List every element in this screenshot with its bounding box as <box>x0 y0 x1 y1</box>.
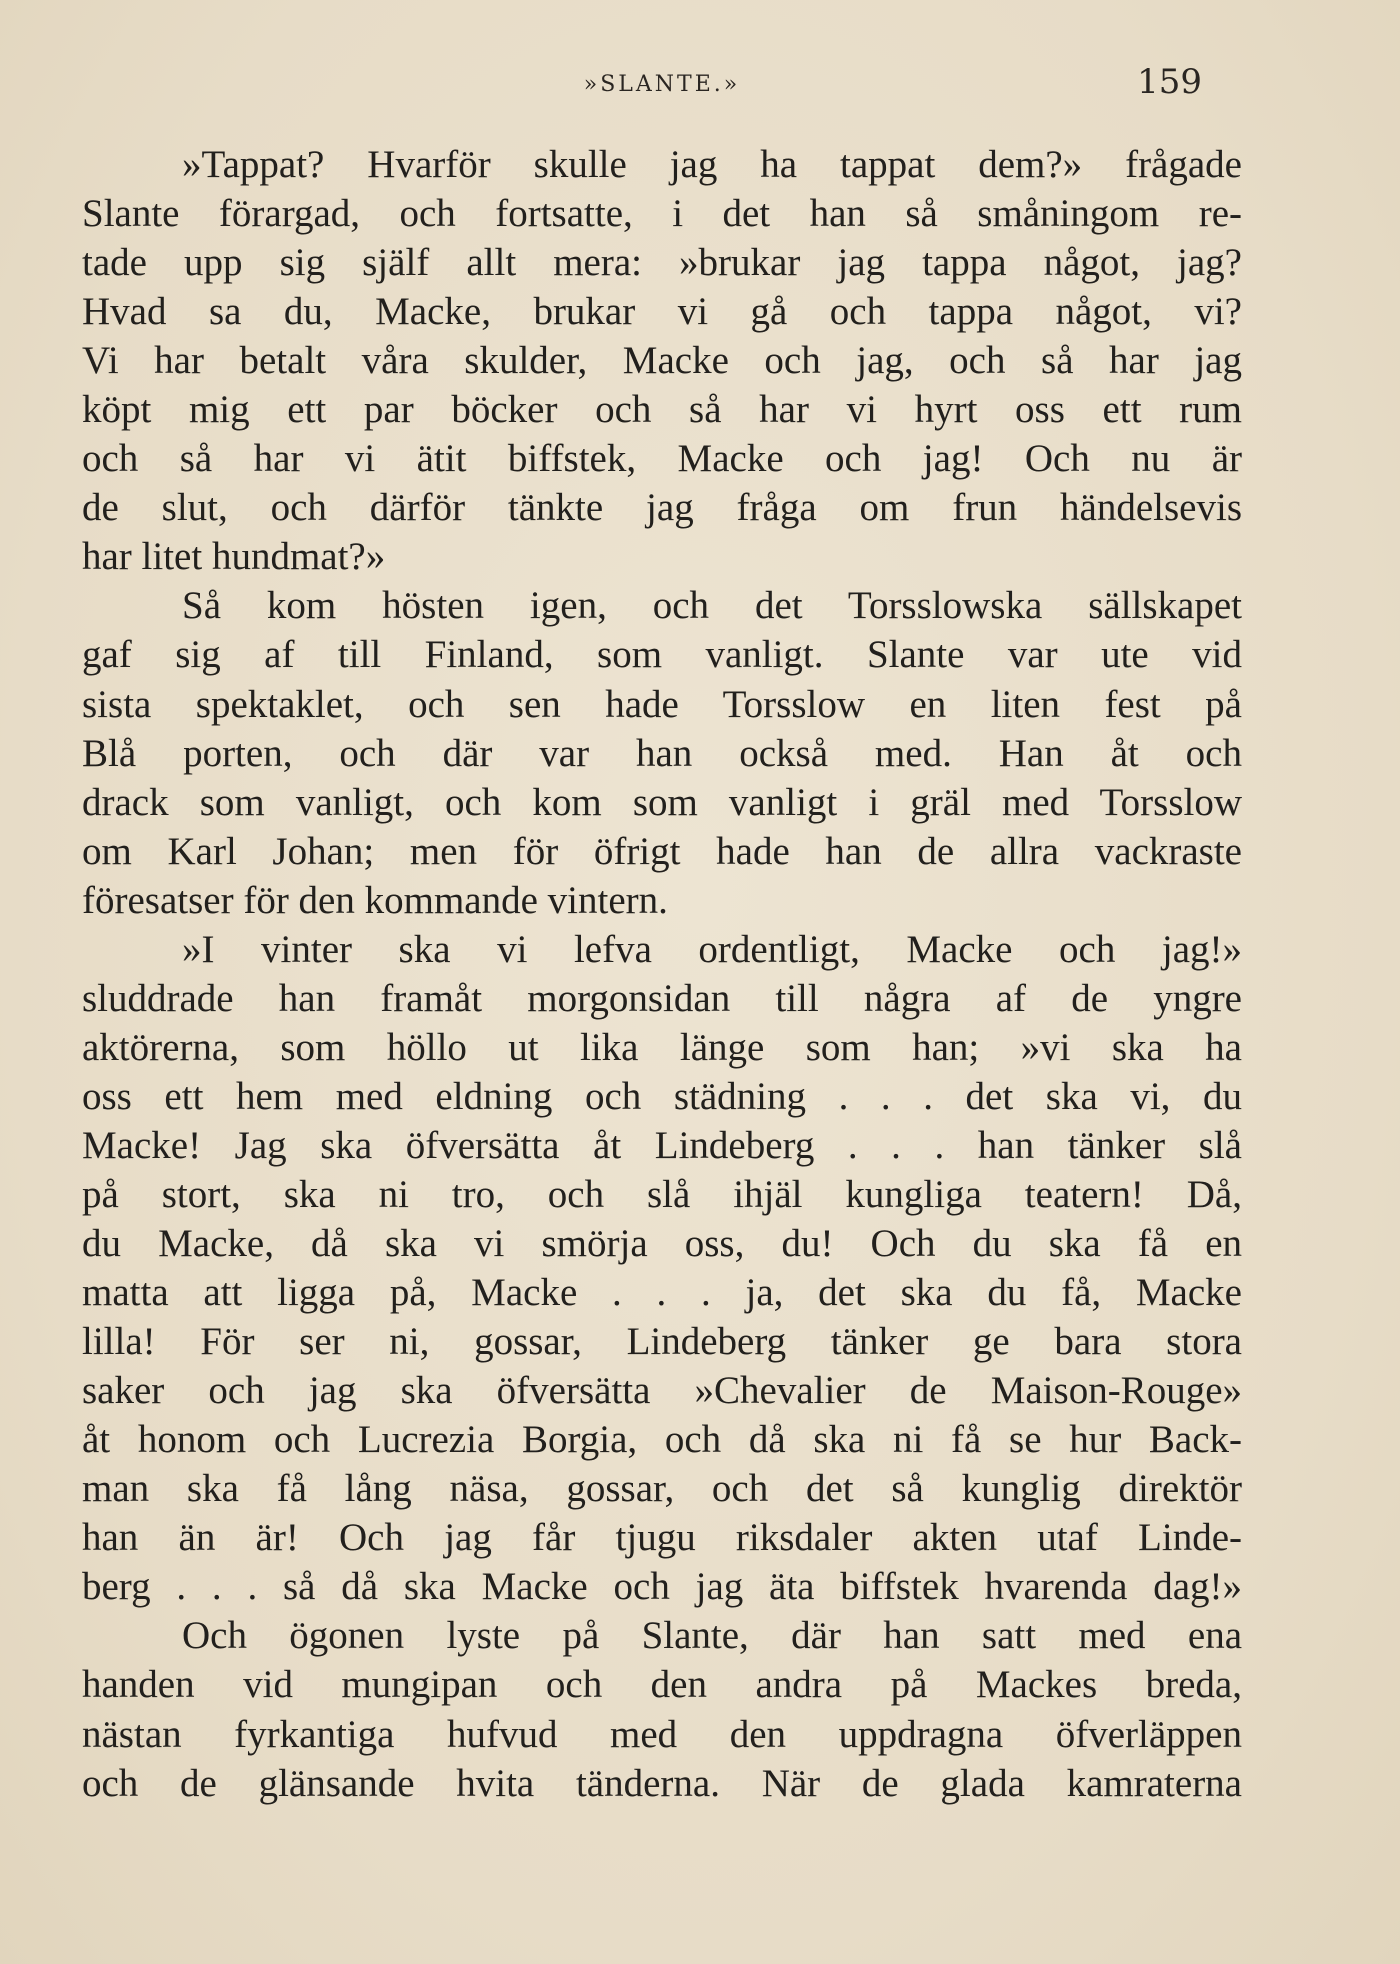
text-line: matta att ligga på, Macke . . . ja, det ska du få, Macke <box>82 1271 1242 1315</box>
page-number: 159 <box>1137 62 1202 102</box>
text-line: saker och jag ska öfversätta »Chevalier de Maison-Rouge» <box>82 1369 1242 1413</box>
text-line: handen vid mungipan och den andra på Mackes breda, <box>82 1663 1242 1707</box>
text-line: de slut, och därför tänkte jag fråga om frun händelsevis <box>82 486 1242 530</box>
text-line: Macke! Jag ska öfversätta åt Lindeberg . . . han tänker slå <box>82 1123 1242 1167</box>
text-line: Blå porten, och där var han också med. Han åt och <box>82 731 1242 775</box>
text-line: nästan fyrkantiga hufvud med den uppdragna öfverläppen <box>82 1712 1242 1756</box>
text-line: Och ögonen lyste på Slante, där han satt med ena <box>182 1614 1242 1658</box>
text-line: man ska få lång näsa, gossar, och det så kunglig direktör <box>82 1467 1242 1511</box>
text-line: han än är! Och jag får tjugu riksdaler akten utaf Linde- <box>82 1516 1242 1560</box>
text-line: oss ett hem med eldning och städning . . . det ska vi, du <box>82 1074 1242 1118</box>
text-line: aktörerna, som höllo ut lika länge som han; »vi ska ha <box>82 1025 1242 1069</box>
body-text <box>82 140 1242 1808</box>
text-line: lilla! För ser ni, gossar, Lindeberg tänker ge bara stora <box>82 1320 1242 1364</box>
text-line: har litet hundmat?» <box>82 535 386 579</box>
text-line: sluddrade han framåt morgonsidan till några af de yngre <box>82 976 1242 1020</box>
text-line: åt honom och Lucrezia Borgia, och då ska ni få se hur Back- <box>82 1418 1242 1462</box>
text-line: gaf sig af till Finland, som vanligt. Slante var ute vid <box>82 633 1242 677</box>
text-line: om Karl Johan; men för öfrigt hade han de allra vackraste <box>82 829 1242 873</box>
text-line: tade upp sig själf allt mera: »brukar jag tappa något, jag? <box>82 241 1242 285</box>
text-line: sista spektaklet, och sen hade Torsslow en liten fest på <box>82 682 1242 726</box>
text-line: »Tappat? Hvarför skulle jag ha tappat dem?» frågade <box>182 143 1242 186</box>
text-line: och så har vi ätit biffstek, Macke och jag! Och nu är <box>82 437 1242 481</box>
text-line: och de glänsande hvita tänderna. När de glada kamraterna <box>82 1761 1242 1805</box>
text-line: berg . . . så då ska Macke och jag äta biffstek hvarenda dag!» <box>82 1565 1242 1609</box>
text-line: drack som vanligt, och kom som vanligt i gräl med Torsslow <box>82 780 1242 824</box>
text-line: köpt mig ett par böcker och så har vi hyrt oss ett rum <box>82 388 1242 432</box>
running-title: »SLANTE.» <box>583 72 741 97</box>
text-line: du Macke, då ska vi smörja oss, du! Och du ska få en <box>82 1222 1242 1266</box>
text-line: på stort, ska ni tro, och slå ihjäl kungliga teatern! Då, <box>82 1172 1242 1216</box>
text-line: Så kom hösten igen, och det Torsslowska sällskapet <box>182 584 1242 628</box>
text-line: Vi har betalt våra skulder, Macke och jag, och så har jag <box>82 339 1242 383</box>
text-line: föresatser för den kommande vintern. <box>82 878 668 922</box>
text-line: »I vinter ska vi lefva ordentligt, Macke och jag!» <box>182 927 1242 971</box>
text-line: Slante förargad, och fortsatte, i det han så småningom re- <box>82 192 1242 236</box>
page-header <box>82 62 1242 106</box>
text-line: Hvad sa du, Macke, brukar vi gå och tappa något, vi? <box>82 290 1242 334</box>
